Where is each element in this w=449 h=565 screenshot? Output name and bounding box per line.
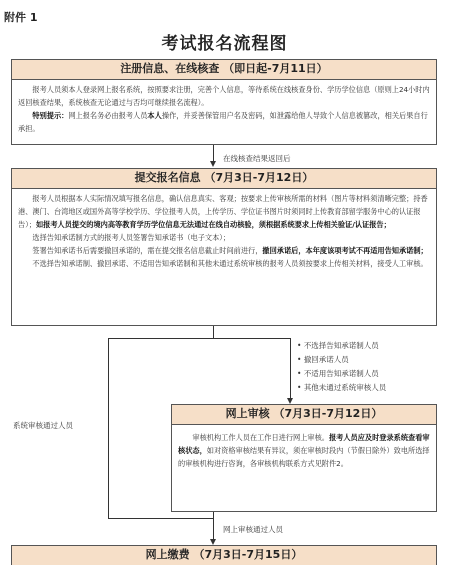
manual-review-item: • 其他未通过系统审核人员: [297, 381, 386, 395]
step2-body: [12, 189, 436, 270]
step3-text-a: 审核机构工作人员在工作日进行网上审核。: [192, 433, 329, 442]
manual-review-item: • 撤回承诺人员: [297, 353, 386, 367]
arrow-down-icon: [210, 161, 216, 167]
step2-text-b: 签署告知承诺书后需要撤回承诺的，需在提交报名信息截止时间前进行，: [32, 246, 263, 255]
step3-body: [172, 425, 436, 470]
connector-line-right: [290, 338, 291, 399]
step2-paragraph-1: [18, 192, 430, 231]
page-title: 考试报名流程图: [161, 34, 288, 54]
connector-note-1: 在线核查结果返回后: [223, 154, 291, 163]
step2-paragraph-4: 不选择告知承诺制、撤回承诺、不适用告知承诺制和其他未通过系统审核的报考人员须按要求上传相关材料，接受人工审核。: [32, 259, 428, 268]
step2-text-a: 报考人员根据本人实际情况填写报名信息，确认信息真实、客观；按要求上传审核所需的材料（图片等材料须清晰完整；持香港、澳门、台湾地区或国外高等学校学历、学位报考人员，上传学历、学位证书图片时须同时上传教育部留学服务中心的认证报告）；: [18, 194, 428, 229]
connector-note-2: 网上审核通过人员: [223, 525, 283, 534]
manual-review-item: • 不适用告知承诺制人员: [297, 367, 386, 381]
step1-box: [11, 59, 437, 145]
connector-hline-top: [108, 338, 291, 339]
step2-paragraph-3: [18, 244, 430, 257]
step1-tip: [18, 109, 430, 135]
system-pass-note: 系统审核通过人员: [13, 421, 73, 430]
step2-header: 提交报名信息 （7月3日-7月12日）: [12, 169, 436, 189]
step4-box: [11, 545, 437, 565]
step3-header: 网上审核 （7月3日-7月12日）: [172, 405, 436, 425]
step1-header: 注册信息、在线核查 （即日起-7月11日）: [12, 60, 436, 80]
step3-bold: 报考人员应及时登录系统查看审核状态，: [178, 433, 430, 455]
connector-line-3: [213, 512, 214, 541]
step3-paragraph: [178, 431, 430, 470]
manual-review-item: • 不选择告知承诺制人员: [297, 339, 386, 353]
connector-hline-bottom: [108, 518, 213, 519]
connector-line-2: [213, 326, 214, 338]
manual-review-list: [297, 339, 386, 395]
step1-paragraph: 报考人员须本人登录网上报名系统，按照要求注册，完善个人信息，等待系统在线核查身份、学历学位信息（原则上24小时内返回核查结果，系统核查无论通过与否均可继续报名流程）。: [18, 85, 430, 107]
step4-header: 网上缴费 （7月3日-7月15日）: [12, 546, 436, 565]
connector-line-left: [108, 338, 109, 518]
step2-paragraph-2: 选择告知承诺制方式的报考人员签署告知承诺书（电子文本）；: [32, 233, 231, 242]
tip-text-b: 操作，并妥善保管用户名及密码，如泄露给他人导致个人信息被篡改，相关后果自行承担。: [18, 111, 428, 133]
tip-text-a: 网上报名务必由报考人员: [68, 111, 148, 120]
step2-bold-a: 如报考人员提交的境内高等教育学历学位信息无法通过在线自动核验，须根据系统要求上传相关验证/认证报告；: [35, 220, 391, 229]
step2-box: [11, 168, 437, 326]
step3-box: [171, 404, 437, 512]
step2-bold-b: 撤回承诺后，本年度该项考试不再适用告知承诺制；: [262, 246, 428, 255]
connector-line-1: [213, 145, 214, 162]
tip-label: 特别提示：: [32, 111, 69, 120]
attachment-label: 附件 1: [4, 11, 38, 24]
step1-body: [12, 80, 436, 135]
step3-text-b: 如对资格审核结果有异议，须在审核时段内（节假日除外）致电所选择的审核机构进行咨询，各审核机构联系方式见附件2。: [178, 446, 430, 468]
tip-bold-self: 本人: [147, 111, 162, 120]
